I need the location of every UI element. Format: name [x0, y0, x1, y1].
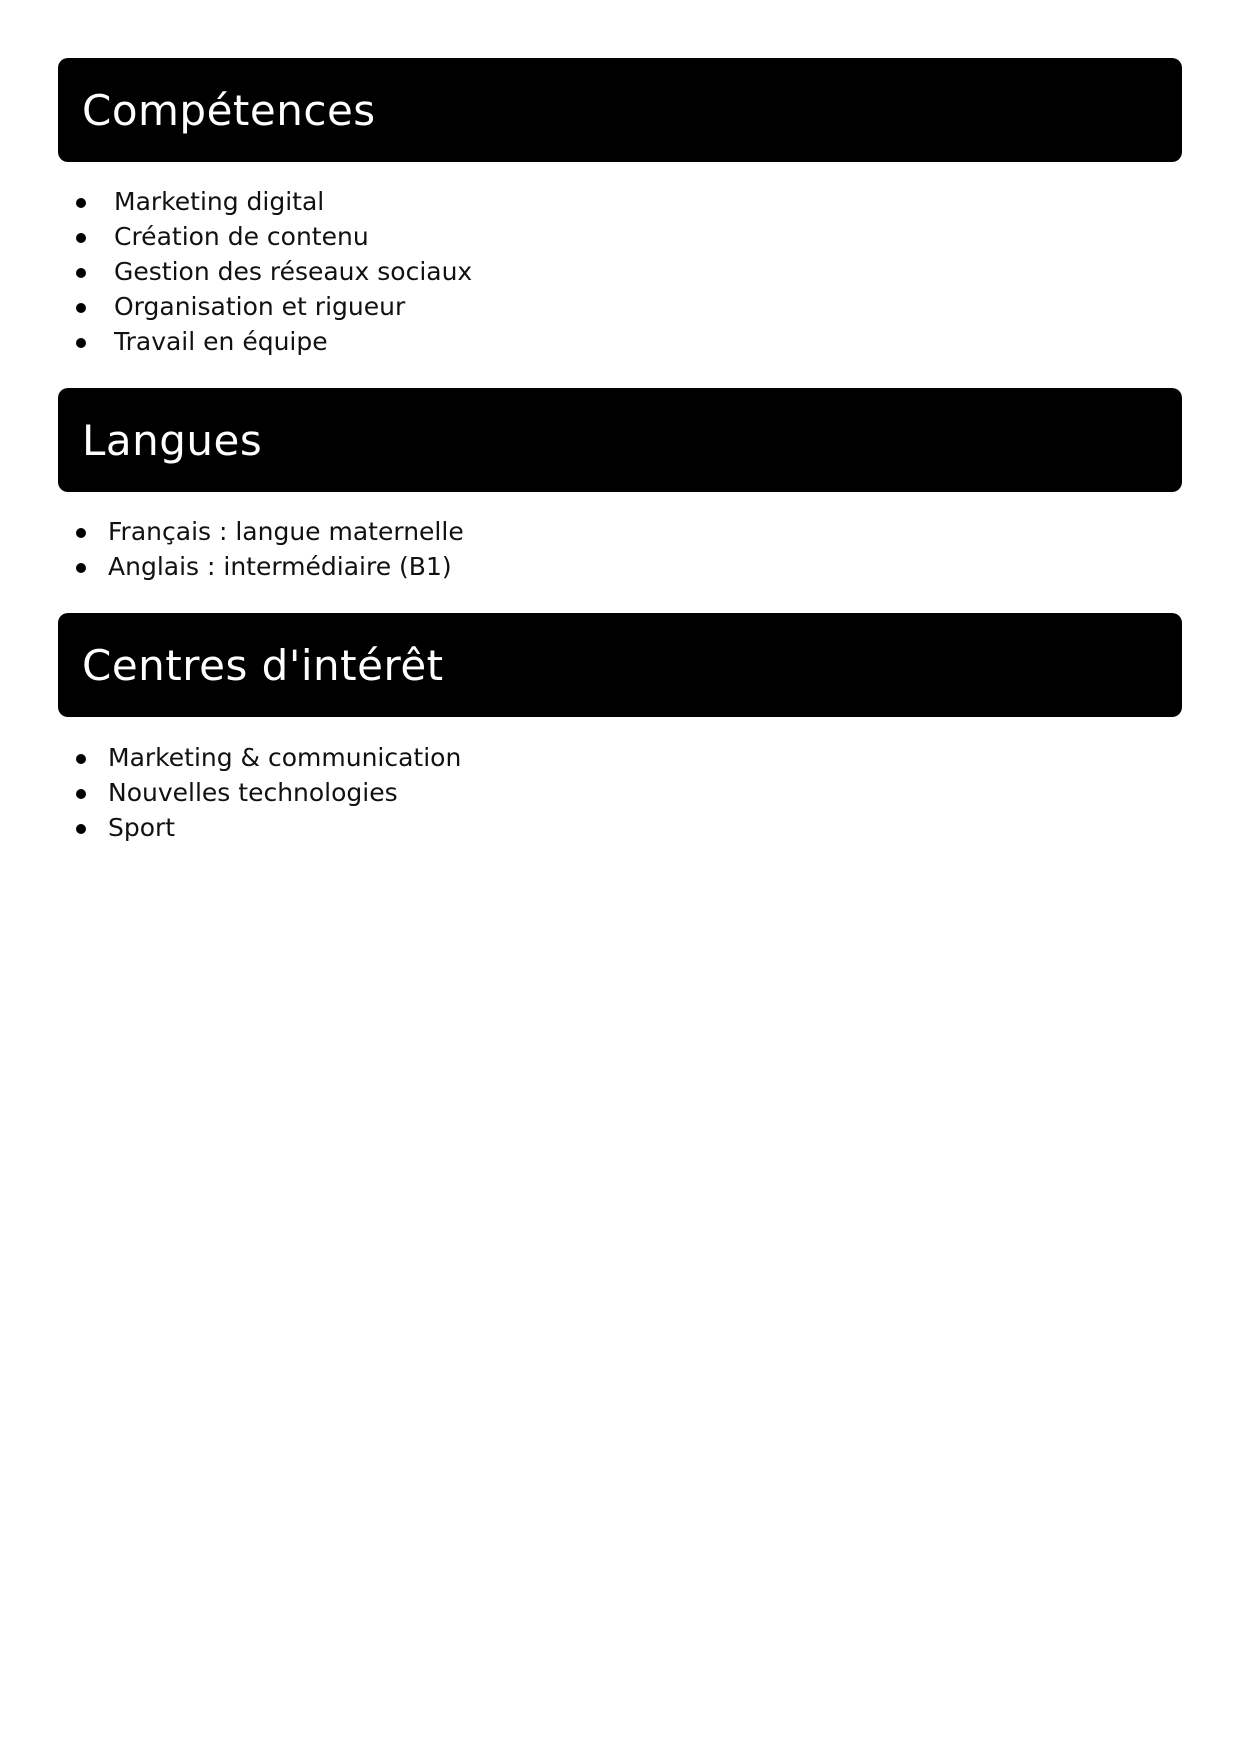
- section-header-competences: [58, 58, 1182, 162]
- languages-list: [76, 514, 464, 584]
- list-item-text: Travail en équipe: [114, 327, 328, 356]
- list-item-text: Création de contenu: [114, 222, 369, 251]
- section-header-centres-interet: [58, 613, 1182, 717]
- list-item: [76, 740, 461, 775]
- list-item-text: Nouvelles technologies: [108, 778, 398, 807]
- list-item-text: Français : langue maternelle: [108, 517, 464, 546]
- list-item: [76, 810, 461, 845]
- skills-list: [76, 184, 472, 359]
- section-title: Langues: [82, 415, 263, 465]
- list-item-text: Anglais : intermédiaire (B1): [108, 552, 452, 581]
- list-item: [76, 549, 464, 584]
- list-item-text: Sport: [108, 813, 176, 842]
- bullet-icon: [76, 754, 86, 764]
- list-item-text: Marketing digital: [114, 187, 325, 216]
- bullet-icon: [76, 268, 86, 278]
- list-item: [76, 289, 472, 324]
- bullet-icon: [76, 198, 86, 208]
- section-title: Centres d'intérêt: [82, 640, 444, 690]
- bullet-icon: [76, 824, 86, 834]
- bullet-icon: [76, 563, 86, 573]
- list-item: [76, 254, 472, 289]
- bullet-icon: [76, 789, 86, 799]
- section-title: Compétences: [82, 85, 376, 135]
- list-item: [76, 775, 461, 810]
- bullet-icon: [76, 528, 86, 538]
- list-item: [76, 184, 472, 219]
- section-header-langues: [58, 388, 1182, 492]
- list-item-text: Gestion des réseaux sociaux: [114, 257, 473, 286]
- list-item-text: Marketing & communication: [108, 743, 462, 772]
- list-item: [76, 324, 472, 359]
- bullet-icon: [76, 303, 86, 313]
- list-item-text: Organisation et rigueur: [114, 292, 406, 321]
- bullet-icon: [76, 233, 86, 243]
- interests-list: [76, 740, 461, 845]
- list-item: [76, 514, 464, 549]
- list-item: [76, 219, 472, 254]
- bullet-icon: [76, 338, 86, 348]
